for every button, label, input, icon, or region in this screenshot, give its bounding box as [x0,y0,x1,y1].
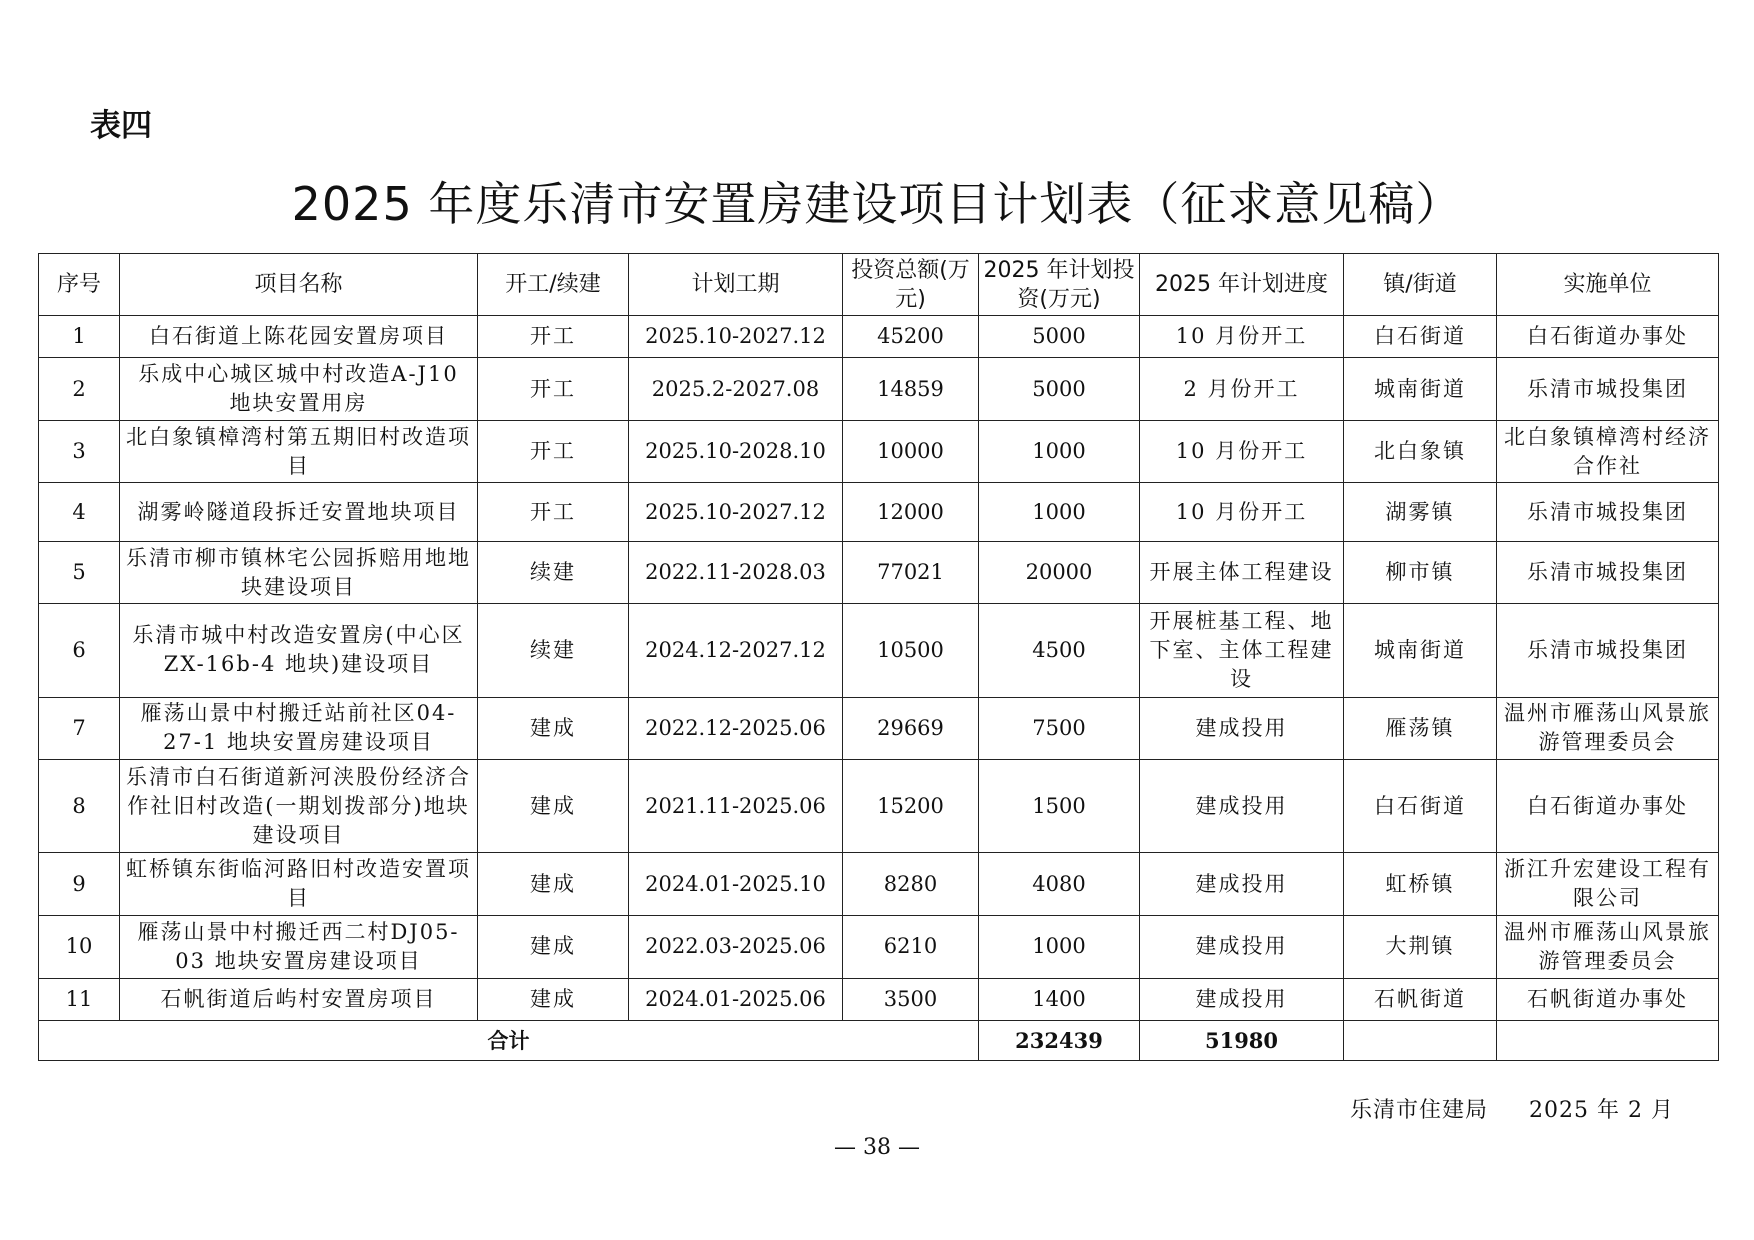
cell-progress: 10 月份开工 [1140,420,1344,483]
cell-seq: 6 [39,604,120,697]
cell-progress: 建成投用 [1140,915,1344,978]
cell-invest-2025: 1000 [979,915,1140,978]
cell-town: 雁荡镇 [1344,697,1497,760]
table-row [39,541,1719,604]
cell-invest-total: 6210 [843,915,979,978]
cell-invest-2025: 4080 [979,853,1140,916]
header-unit: 实施单位 [1497,254,1719,316]
table-row [39,420,1719,483]
total-invest-2025: 51980 [1140,1021,1344,1061]
cell-period: 2025.2-2027.08 [629,358,843,421]
table-row [39,760,1719,853]
cell-unit: 北白象镇樟湾村经济合作社 [1497,420,1719,483]
cell-seq: 1 [39,316,120,358]
cell-invest-2025: 5000 [979,316,1140,358]
cell-unit: 白石街道办事处 [1497,760,1719,853]
cell-name: 雁荡山景中村搬迁站前社区04-27-1 地块安置房建设项目 [120,697,478,760]
header-progress: 2025 年计划进度 [1140,254,1344,316]
cell-town: 柳市镇 [1344,541,1497,604]
cell-progress: 10 月份开工 [1140,483,1344,541]
cell-invest-2025: 5000 [979,358,1140,421]
cell-seq: 11 [39,978,120,1020]
cell-name: 石帆街道后屿村安置房项目 [120,978,478,1020]
issue-date: 2025 年 2 月 [1529,1098,1674,1123]
cell-unit: 浙江升宏建设工程有限公司 [1497,853,1719,916]
cell-seq: 2 [39,358,120,421]
cell-unit: 白石街道办事处 [1497,316,1719,358]
cell-type: 开工 [478,358,629,421]
table-body [39,316,1719,1021]
cell-unit: 乐清市城投集团 [1497,541,1719,604]
cell-progress: 建成投用 [1140,978,1344,1020]
cell-progress: 建成投用 [1140,760,1344,853]
cell-seq: 10 [39,915,120,978]
cell-period: 2025.10-2028.10 [629,420,843,483]
cell-seq: 8 [39,760,120,853]
cell-period: 2022.12-2025.06 [629,697,843,760]
cell-type: 建成 [478,697,629,760]
cell-name: 湖雾岭隧道段拆迁安置地块项目 [120,483,478,541]
cell-invest-2025: 1000 [979,483,1140,541]
cell-invest-2025: 1400 [979,978,1140,1020]
cell-unit: 乐清市城投集团 [1497,604,1719,697]
table-row [39,358,1719,421]
cell-invest-total: 8280 [843,853,979,916]
cell-name: 乐成中心城区城中村改造A-J10 地块安置用房 [120,358,478,421]
cell-name: 北白象镇樟湾村第五期旧村改造项目 [120,420,478,483]
header-row [39,254,1719,316]
table-row [39,853,1719,916]
header-period: 计划工期 [629,254,843,316]
cell-town: 北白象镇 [1344,420,1497,483]
table-label: 表四 [90,108,152,144]
header-seq: 序号 [39,254,120,316]
cell-type: 开工 [478,420,629,483]
cell-invest-total: 3500 [843,978,979,1020]
cell-type: 续建 [478,541,629,604]
cell-invest-total: 77021 [843,541,979,604]
cell-invest-2025: 7500 [979,697,1140,760]
cell-progress: 2 月份开工 [1140,358,1344,421]
page-number: — 38 — [834,1135,920,1160]
cell-unit: 温州市雁荡山风景旅游管理委员会 [1497,915,1719,978]
header-invest-2025: 2025 年计划投资(万元) [979,254,1140,316]
cell-invest-total: 45200 [843,316,979,358]
cell-name: 虹桥镇东街临河路旧村改造安置项目 [120,853,478,916]
cell-type: 开工 [478,483,629,541]
cell-invest-2025: 1500 [979,760,1140,853]
cell-invest-total: 12000 [843,483,979,541]
table-row [39,316,1719,358]
issuer: 乐清市住建局 [1350,1098,1489,1123]
header-invest-total: 投资总额(万元) [843,254,979,316]
header-name: 项目名称 [120,254,478,316]
cell-unit: 乐清市城投集团 [1497,358,1719,421]
cell-name: 雁荡山景中村搬迁西二村DJ05-03 地块安置房建设项目 [120,915,478,978]
cell-invest-total: 10500 [843,604,979,697]
cell-type: 续建 [478,604,629,697]
cell-seq: 4 [39,483,120,541]
page-title: 2025 年度乐清市安置房建设项目计划表（征求意见稿） [291,177,1463,231]
footer [1350,1093,1708,1124]
cell-period: 2021.11-2025.06 [629,760,843,853]
cell-town: 大荆镇 [1344,915,1497,978]
cell-name: 乐清市城中村改造安置房(中心区 ZX-16b-4 地块)建设项目 [120,604,478,697]
cell-period: 2025.10-2027.12 [629,483,843,541]
header-town: 镇/街道 [1344,254,1497,316]
cell-period: 2025.10-2027.12 [629,316,843,358]
cell-unit: 温州市雁荡山风景旅游管理委员会 [1497,697,1719,760]
cell-town: 石帆街道 [1344,978,1497,1020]
cell-invest-total: 10000 [843,420,979,483]
cell-invest-total: 14859 [843,358,979,421]
cell-progress: 开展桩基工程、地下室、主体工程建设 [1140,604,1344,697]
cell-invest-total: 15200 [843,760,979,853]
table-row [39,483,1719,541]
cell-name: 白石街道上陈花园安置房项目 [120,316,478,358]
header-type: 开工/续建 [478,254,629,316]
cell-name: 乐清市白石街道新河浃股份经济合作社旧村改造(一期划拨部分)地块建设项目 [120,760,478,853]
total-label: 合计 [39,1021,979,1061]
project-plan-table [38,253,1719,1061]
cell-invest-2025: 1000 [979,420,1140,483]
total-invest-total: 232439 [979,1021,1140,1061]
table-row [39,915,1719,978]
table-row [39,697,1719,760]
cell-seq: 7 [39,697,120,760]
cell-town: 白石街道 [1344,760,1497,853]
cell-period: 2022.03-2025.06 [629,915,843,978]
cell-seq: 9 [39,853,120,916]
cell-town: 白石街道 [1344,316,1497,358]
cell-progress: 10 月份开工 [1140,316,1344,358]
cell-type: 建成 [478,915,629,978]
cell-type: 建成 [478,760,629,853]
cell-town: 城南街道 [1344,604,1497,697]
cell-invest-total: 29669 [843,697,979,760]
cell-type: 开工 [478,316,629,358]
cell-town: 虹桥镇 [1344,853,1497,916]
cell-town: 城南街道 [1344,358,1497,421]
cell-progress: 开展主体工程建设 [1140,541,1344,604]
table-row [39,978,1719,1020]
table-row [39,604,1719,697]
cell-period: 2024.01-2025.10 [629,853,843,916]
cell-invest-2025: 4500 [979,604,1140,697]
cell-name: 乐清市柳市镇林宅公园拆赔用地地块建设项目 [120,541,478,604]
cell-type: 建成 [478,853,629,916]
cell-progress: 建成投用 [1140,853,1344,916]
cell-type: 建成 [478,978,629,1020]
total-progress-empty [1344,1021,1497,1061]
cell-unit: 石帆街道办事处 [1497,978,1719,1020]
cell-town: 湖雾镇 [1344,483,1497,541]
cell-progress: 建成投用 [1140,697,1344,760]
total-row [39,1021,1719,1061]
cell-unit: 乐清市城投集团 [1497,483,1719,541]
cell-period: 2024.01-2025.06 [629,978,843,1020]
cell-period: 2022.11-2028.03 [629,541,843,604]
cell-seq: 5 [39,541,120,604]
total-town-empty [1497,1021,1719,1061]
cell-period: 2024.12-2027.12 [629,604,843,697]
cell-seq: 3 [39,420,120,483]
cell-invest-2025: 20000 [979,541,1140,604]
